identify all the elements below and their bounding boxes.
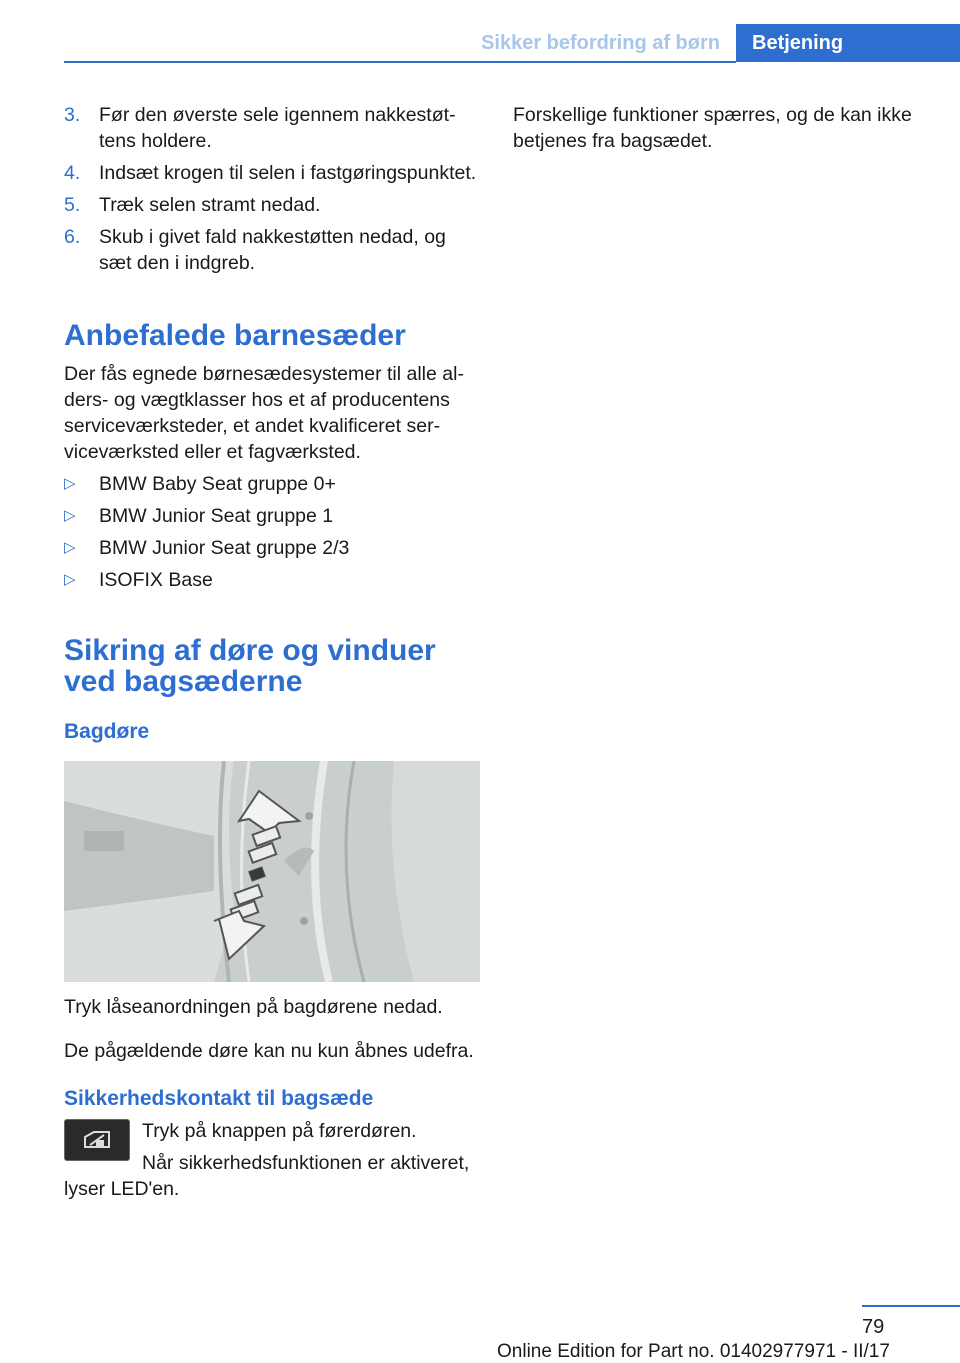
safety-text-1: Tryk på knappen på førerdøren.: [142, 1120, 417, 1142]
bullet-triangle-icon: ▷: [64, 475, 76, 492]
list-item: [64, 160, 480, 186]
step-number: 3.: [64, 104, 81, 126]
rear-door-lock-illustration: [64, 761, 480, 982]
seat-item: BMW Baby Seat gruppe 0+: [99, 473, 336, 495]
header-rule: [64, 61, 736, 63]
step-text: Før den øverste sele igennem nakkestøttens holdere.: [99, 104, 456, 152]
subheading-rear-doors: Bagdøre: [64, 720, 150, 743]
list-item: [64, 471, 480, 497]
step-number: 5.: [64, 194, 81, 216]
list-item: [64, 503, 480, 529]
figure-caption: Tryk låseanordningen på bagdørene nedad.: [64, 996, 443, 1018]
list-item: [64, 102, 480, 154]
list-item: [64, 192, 480, 218]
seat-list: [64, 471, 480, 593]
seats-paragraph: Der fås egnede børnesædesystemer til alle alders- og vægtklasser hos et af producentens serviceværksteder, et andet kvalificeret serviceværksted eller et fagværksted.: [64, 363, 464, 463]
left-column: [64, 102, 480, 1202]
heading-line: ved bagsæderne: [64, 665, 303, 698]
lock-note: De pågældende døre kan nu kun åbnes udefra.: [64, 1040, 474, 1062]
step-number: 4.: [64, 162, 81, 184]
safety-block: [64, 1118, 480, 1202]
heading-line: Sikring af døre og vinduer: [64, 634, 436, 667]
step-text: Indsæt krogen til selen i fastgøringspunktet.: [99, 162, 477, 184]
step-list: [64, 102, 480, 276]
page-header: [481, 24, 960, 62]
seat-item: ISOFIX Base: [99, 569, 213, 591]
header-section-title: Sikker befordring af børn: [481, 32, 720, 54]
step-text: Skub i givet fald nakkestøtten nedad, og sæt den i indgreb.: [99, 226, 446, 274]
bullet-triangle-icon: ▷: [64, 539, 76, 556]
section-heading-lock: [64, 635, 480, 697]
section-heading-seats: Anbefalede barnesæder: [64, 319, 406, 352]
seat-item: BMW Junior Seat gruppe 1: [99, 505, 334, 527]
subheading-safety-switch: Sikkerhedskontakt til bagsæde: [64, 1087, 374, 1110]
footer-edition: Online Edition for Part no. 01402977971 - II/17: [497, 1341, 890, 1362]
window-lock-switch-icon: [64, 1119, 130, 1161]
list-item: [64, 535, 480, 561]
right-column: [513, 102, 933, 154]
page-number: 79: [862, 1316, 885, 1338]
footer-rule: [862, 1305, 960, 1307]
step-number: 6.: [64, 226, 81, 248]
safety-text-2: Når sikkerhedsfunktionen er aktiveret, lyser LED'en.: [64, 1152, 470, 1200]
bullet-triangle-icon: ▷: [64, 571, 76, 588]
right-paragraph: Forskellige funktioner spærres, og de kan ikke betjenes fra bagsædet.: [513, 104, 912, 152]
list-item: [64, 567, 480, 593]
step-text: Træk selen stramt nedad.: [99, 194, 321, 216]
header-chapter-tab: Betjening: [736, 24, 960, 62]
bullet-triangle-icon: ▷: [64, 507, 76, 524]
list-item: [64, 224, 480, 276]
seat-item: BMW Junior Seat gruppe 2/3: [99, 537, 350, 559]
